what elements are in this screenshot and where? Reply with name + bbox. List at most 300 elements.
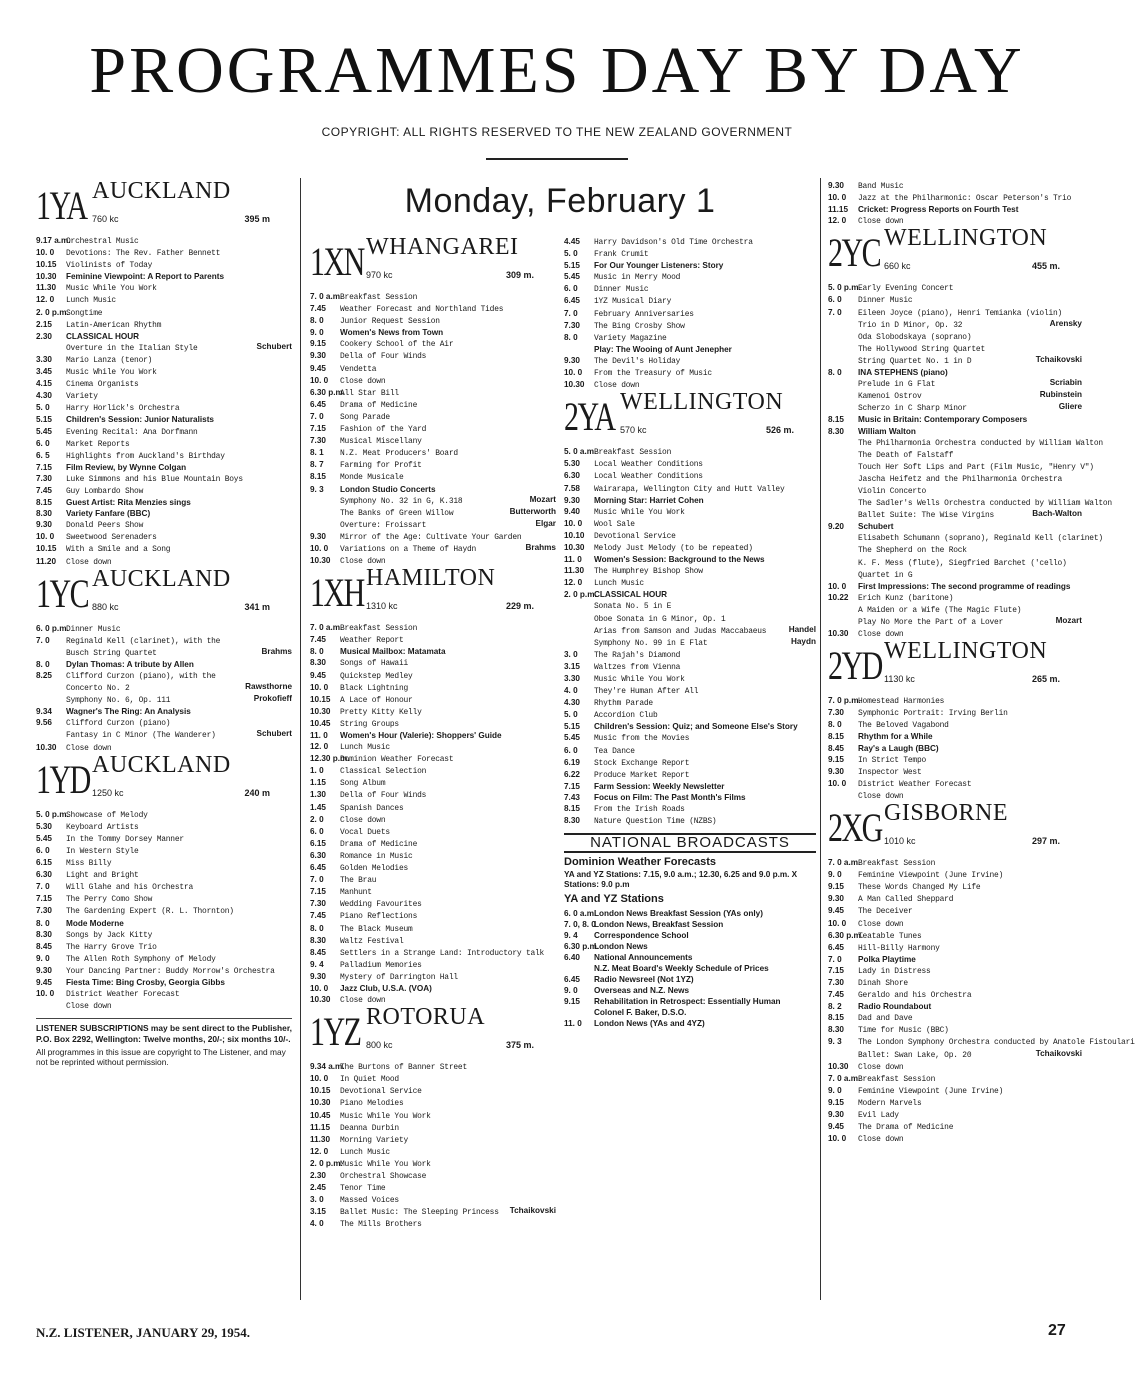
programme-time: 9.30 [564, 495, 580, 505]
programme-time: 10. 0 [36, 989, 55, 999]
column-divider [300, 178, 301, 1300]
programme-title: From the Treasury of Music [594, 369, 712, 379]
programme-title: Music While You Work [66, 284, 157, 294]
programme-title: Palladium Memories [340, 960, 422, 970]
programme-entry [310, 765, 556, 777]
programme-entry [310, 423, 556, 435]
programme-time: 7. 0 [36, 635, 50, 645]
programme-time: 9.15 [828, 1097, 844, 1107]
programme-title: Dinah Shore [858, 978, 908, 988]
programme-title: Music from the Movies [594, 734, 690, 744]
station-frequency: 970 kc [366, 270, 393, 280]
programme-entry [564, 985, 816, 996]
station-frequency: 570 kc [620, 425, 647, 436]
programme-title: Close down [66, 1002, 112, 1012]
programme-title: Women's Hour (Valerie): Shoppers' Guide [340, 731, 502, 740]
programme-title: Kamenoi Ostrov [858, 392, 922, 402]
programme-entry [564, 458, 816, 470]
programme-title: Deanna Durbin [340, 1123, 399, 1133]
programme-title: Quartet in G [858, 570, 913, 580]
programme-entry [828, 581, 1082, 592]
programme-entry [310, 435, 556, 447]
programme-composer: Gliere [1058, 402, 1082, 412]
programme-title: The Deceiver [858, 907, 913, 917]
programme-entry [828, 1097, 1082, 1109]
programme-entry [310, 471, 556, 483]
programme-title: Close down [340, 557, 386, 567]
programme-entry [828, 731, 1082, 742]
programme-title: Musical Miscellany [340, 437, 422, 447]
programme-title: Local Weather Conditions [594, 472, 703, 482]
station-wavelength: 375 m. [505, 1040, 534, 1051]
programme-time: 11.15 [828, 205, 849, 215]
programme-time: 9.30 [36, 520, 52, 530]
programme-time: 3.15 [310, 1207, 326, 1217]
programme-entry [828, 544, 1082, 556]
programme-time: 4.30 [36, 391, 52, 401]
programme-title: Lunch Music [340, 1147, 390, 1157]
programme-title: Evening Recital: Ana Dorfmann [66, 427, 198, 437]
programme-title: Latin-American Rhythm [66, 320, 162, 330]
programme-entry [36, 833, 292, 845]
programme-entry [36, 659, 292, 670]
programme-entry [828, 1012, 1082, 1024]
programme-time: 10. 0 [828, 1134, 847, 1144]
programme-title: Pretty Kitty Kelly [340, 707, 422, 717]
programme-entry [36, 271, 292, 282]
programme-title: London News, Breakfast Session [594, 919, 724, 929]
programme-entry [36, 462, 292, 473]
programme-time: 4. 0 [310, 1219, 324, 1229]
programme-title: Touch Her Soft Lips and Part (Film Music, "Henry V") [858, 462, 1094, 472]
programme-title: 1YZ Musical Diary [594, 297, 672, 307]
programme-title: Wool Sale [594, 519, 635, 529]
programme-entry [564, 930, 816, 941]
programme-time: 12. 0 [310, 742, 329, 752]
programme-entry [310, 753, 556, 765]
programme-time: 8.25 [36, 671, 52, 680]
programme-time: 10. 0 [36, 532, 55, 542]
programme-title: Violinists of Today [66, 261, 153, 271]
station-wavelength: 455 m. [1031, 261, 1060, 272]
programme-entry [564, 1018, 816, 1029]
programme-title: A Lace of Honour [340, 695, 413, 705]
programme-time: 9.40 [564, 506, 580, 516]
programme-entry [36, 845, 292, 857]
programme-title: Song Parade [340, 412, 390, 422]
programme-title: Manhunt [340, 888, 372, 898]
station-city: WHANGAREI [366, 234, 519, 260]
programme-entry [564, 649, 816, 661]
programme-entry [36, 635, 292, 647]
programme-composer: Schubert [256, 729, 292, 739]
programme-time: 10. 0 [828, 918, 847, 928]
programme-time: 5. 0 [36, 403, 50, 413]
programme-time: 9.30 [310, 351, 326, 361]
programme-entry [564, 542, 816, 554]
programme-title: Close down [340, 815, 386, 825]
programme-time: 3.45 [36, 367, 52, 377]
programme-entry [310, 802, 556, 814]
programme-title: Breakfast Session [858, 859, 936, 869]
programme-composer: Tchaikovski [1035, 354, 1082, 364]
programme-title: Close down [858, 1135, 904, 1145]
programme-title: Quickstep Medley [340, 671, 413, 681]
programme-title: Hill-Billy Harmony [858, 943, 940, 953]
programme-entry [828, 569, 1082, 581]
programme-time: 8. 0 [828, 720, 842, 730]
programme-entry [828, 192, 1082, 204]
programme-entry [310, 1061, 556, 1073]
programme-time: 9.17 a.m. [36, 236, 71, 245]
programme-title: Mirror of the Age: Cultivate Your Garden [340, 532, 522, 542]
programme-time: 10.30 [828, 1061, 849, 1071]
programme-time: 6.30 p.m. [564, 941, 600, 951]
programme-time: 7.58 [564, 483, 580, 493]
programme-time: 8.15 [828, 1013, 844, 1023]
programme-title: The Rajah's Diamond [594, 650, 681, 660]
programme-time: 7.15 [564, 781, 580, 791]
station-frequency: 1130 kc [884, 674, 915, 685]
programme-title: Black Lightning [340, 683, 409, 693]
programme-time: 9.30 [564, 355, 580, 365]
programme-time: 9.56 [36, 718, 52, 728]
programme-entry [828, 1085, 1082, 1097]
programme-entry [564, 506, 816, 518]
station-header [36, 178, 292, 232]
programme-composer: Rubinstein [1039, 390, 1082, 400]
programme-title: Ray's a Laugh (BBC) [858, 743, 939, 753]
programme-time: 9.30 [36, 965, 52, 975]
programme-title: Children's Session: Junior Naturalists [66, 415, 214, 425]
programme-time: 5. 0 [564, 710, 578, 720]
programme-title: Rhythm for a While [858, 732, 933, 742]
programme-entry [828, 918, 1082, 930]
programme-title: Fiesta Time: Bing Crosby, Georgia Gibbs [66, 977, 225, 987]
programme-title: Close down [858, 1062, 904, 1072]
programme-entry [564, 963, 816, 974]
programme-time: 2. 0 [310, 814, 324, 824]
programme-time: 10. 0 [310, 543, 329, 553]
programme-time: 9.20 [828, 522, 844, 532]
programme-entry [828, 1073, 1082, 1085]
programme-time: 6.30 p.m. [828, 930, 864, 940]
programme-entry [564, 1007, 816, 1018]
station-city: AUCKLAND [92, 751, 231, 778]
programme-entry [36, 893, 292, 905]
programme-title: The Harry Grove Trio [66, 942, 157, 952]
programme-entry [564, 495, 816, 506]
programme-entry [828, 532, 1103, 544]
programme-entry [310, 814, 556, 826]
programme-entry [828, 893, 1082, 905]
programme-entry [310, 411, 556, 423]
programme-time: 8.45 [310, 947, 326, 957]
programme-entry [564, 803, 816, 815]
programme-title: Dinner Music [594, 285, 649, 295]
programme-time: 7. 0, 8. 0 [564, 919, 596, 929]
programme-entry [310, 646, 556, 657]
programme-time: 8.30 [564, 816, 580, 826]
programme-time: 10.15 [36, 544, 57, 554]
programme-title: Orchestral Music [66, 237, 139, 246]
station-city: WELLINGTON [620, 389, 784, 416]
programme-entry [310, 531, 556, 543]
programme-entry [828, 1109, 1082, 1121]
programme-composer: Brahms [261, 646, 292, 656]
programme-title: Women's News from Town [340, 328, 444, 338]
programme-entry [36, 965, 292, 977]
programme-entry [36, 497, 292, 508]
programme-time: 8.45 [828, 743, 844, 753]
programme-time: 9. 3 [828, 1037, 842, 1047]
programme-title: William Walton [858, 426, 916, 436]
programme-title: Frank Crumit [594, 250, 649, 260]
programme-title: CLASSICAL HOUR [594, 590, 668, 600]
programme-title: They're Human After All [594, 687, 699, 697]
programme-title: Rehabilitation in Retrospect: Essentially Human [594, 997, 781, 1007]
programme-title: Ballet: Swan Lake, Op. 20 [858, 1050, 972, 1060]
programme-time: 6. 0 [564, 745, 578, 755]
programme-title: Lunch Music [340, 743, 390, 753]
programme-title: Sweetwood Serenaders [66, 533, 157, 543]
programme-entry [564, 781, 816, 792]
programme-time: 5.45 [36, 833, 52, 843]
programme-title: Cinema Organists [66, 380, 139, 390]
programme-entry [36, 485, 292, 497]
programme-title: Waltz Festival [340, 936, 404, 946]
programme-time: 11.20 [36, 556, 57, 566]
national-broadcasts-heading: NATIONAL BROADCASTS [564, 833, 816, 853]
programme-time: 9.45 [828, 1122, 844, 1132]
programme-time: 6. 0 [828, 295, 842, 305]
programme-title: Clifford Curzon (piano), with the [66, 672, 216, 681]
programme-title: Feminine Viewpoint (June Irvine) [858, 871, 1004, 881]
masthead-title: PROGRAMMES DAY BY DAY [89, 34, 1025, 107]
programme-entry [564, 600, 816, 612]
programme-time: 10. 0 [828, 193, 847, 203]
programme-title: Music While You Work [594, 675, 685, 684]
programme-title: The Hollywood String Quartet [858, 344, 985, 354]
programme-entry [36, 414, 292, 425]
programme-entry [36, 717, 292, 729]
programme-time: 10.30 [310, 1098, 331, 1108]
station-wavelength: 395 m [244, 214, 270, 224]
programme-entry [36, 331, 292, 342]
programme-title: Mario Lanza (tenor) [66, 355, 153, 365]
programme-entry [310, 387, 556, 399]
programme-entry [36, 508, 292, 519]
programme-entry [310, 507, 556, 519]
column-4 [828, 180, 1135, 1145]
programme-time: 8.30 [36, 509, 52, 519]
programme-entry [36, 941, 292, 953]
programme-time: 5.30 [36, 821, 52, 831]
programme-time: 11. 0 [564, 555, 582, 565]
programme-time: 5.15 [564, 261, 580, 271]
programme-entry [36, 953, 292, 965]
programme-entry [564, 941, 816, 952]
programme-title: Wagner's The Ring: An Analysis [66, 707, 191, 717]
programme-entry [564, 260, 816, 271]
programme-entry [36, 682, 292, 694]
programme-entry [828, 485, 1082, 497]
programme-title: The Brau [340, 876, 377, 886]
programme-entry [310, 327, 556, 338]
programme-time: 7.30 [564, 320, 580, 330]
programme-title: Variety Fanfare (BBC) [66, 509, 151, 519]
programme-time: 10. 0 [828, 581, 847, 591]
programme-title: Songs of Hawaii [340, 659, 409, 669]
programme-time: 5.45 [564, 272, 580, 282]
programme-entry [36, 473, 292, 485]
programme-entry [828, 869, 1082, 881]
programme-entry [828, 282, 1082, 294]
programme-time: 8.15 [310, 472, 326, 482]
programme-time: 7.43 [564, 792, 580, 802]
programme-title: Stock Exchange Report [594, 758, 690, 768]
programme-title: February Anniversaries [594, 309, 694, 319]
programme-time: 7. 0 a.m. [828, 858, 861, 868]
programme-time: 9.15 [564, 997, 580, 1007]
programme-title: Lunch Music [594, 579, 644, 589]
column-3 [564, 236, 816, 1030]
programme-entry [828, 331, 1082, 343]
programme-time: 8. 0 [36, 918, 50, 928]
programme-time: 6. 0 [310, 826, 324, 836]
programme-time: 9. 4 [310, 959, 324, 969]
station-call-sign: 1XH [310, 570, 364, 616]
programme-entry [310, 874, 556, 886]
programme-composer: Bach-Walton [1032, 509, 1082, 519]
programme-title: Teatable Tunes [858, 931, 922, 941]
programme-title: Nature Question Time (NZBS) [594, 817, 717, 827]
programme-title: Band Music [858, 182, 904, 191]
programme-entry [564, 295, 816, 307]
issue-footer: N.Z. LISTENER, JANUARY 29, 1954. [36, 1325, 250, 1340]
programme-entry [828, 1024, 1082, 1036]
programme-title: Music While You Work [66, 368, 157, 378]
programme-entry [564, 236, 816, 248]
programme-time: 7. 0 [564, 308, 578, 318]
programme-title: Drama of Medicine [340, 400, 418, 410]
programme-title: Breakfast Session [594, 448, 672, 458]
programme-title: Classical Selection [340, 767, 427, 777]
programme-entry [828, 319, 1082, 331]
programme-title: The Shepherd on the Rock [858, 546, 967, 556]
programme-time: 1.15 [310, 778, 326, 788]
programme-time: 2. 0 p.m. [310, 1158, 343, 1168]
programme-entry [564, 637, 816, 649]
programme-entry [828, 1049, 1082, 1061]
programme-title: Wedding Favourites [340, 900, 422, 910]
station-frequency: 1250 kc [92, 787, 124, 798]
station-wavelength: 240 m [244, 787, 270, 798]
programme-title: All Star Bill [340, 388, 399, 398]
programme-title: Musical Mailbox: Matamata [340, 647, 446, 657]
programme-entry [36, 259, 292, 271]
programme-title: Della of Four Winds [340, 352, 427, 362]
programme-entry [310, 1097, 556, 1109]
programme-time: 7.45 [310, 635, 326, 645]
programme-title: Light and Bright [66, 871, 139, 881]
programme-entry [828, 521, 1082, 532]
programme-time: 6. 0 p.m. [36, 623, 69, 633]
programme-title: Settlers in a Strange Land: Introductory talk [340, 948, 545, 958]
programme-entry [564, 577, 816, 589]
programme-title: Close down [594, 381, 640, 391]
programme-composer: Haydn [790, 636, 816, 646]
programme-title: Evil Lady [858, 1111, 899, 1120]
programme-title: INA STEPHENS (piano) [858, 368, 948, 378]
programme-title: Devotional Service [340, 1087, 422, 1097]
programme-entry [36, 438, 292, 450]
programme-time: 11.30 [310, 1134, 331, 1144]
programme-entry [310, 303, 556, 315]
programme-time: 5.45 [564, 733, 580, 743]
programme-time: 3. 0 [310, 1195, 324, 1205]
programme-title: In Quiet Mood [340, 1075, 399, 1085]
programme-title: Melody Just Melody (to be repeated) [594, 543, 753, 553]
programme-time: 10. 0 [310, 682, 329, 692]
programme-title: Devotional Service [594, 531, 676, 541]
programme-time: 7.15 [36, 462, 52, 472]
programme-title: Mode Moderne [66, 918, 124, 928]
programme-entry [828, 707, 1082, 719]
programme-title: Song Album [340, 779, 386, 789]
programme-time: 10. 0 [564, 368, 583, 378]
programme-entry [564, 697, 816, 709]
programme-title: Lady in Distress [858, 966, 931, 976]
programme-time: 9.45 [310, 363, 326, 373]
programme-title: Close down [858, 919, 904, 929]
programme-title: The Mills Brothers [340, 1220, 422, 1230]
programme-title: District Weather Forecast [66, 990, 180, 1000]
programme-entry [36, 247, 292, 259]
programme-entry [310, 741, 556, 753]
programme-title: Overture: Froissart [340, 520, 427, 530]
programme-entry [36, 342, 292, 354]
programme-entry [564, 355, 816, 367]
programme-time: 4.45 [564, 237, 580, 246]
programme-entry [310, 657, 556, 669]
station-header [310, 234, 556, 288]
programme-entry [310, 1194, 556, 1206]
programme-composer: Schubert [256, 341, 292, 351]
programme-time: 11.30 [36, 283, 57, 293]
programme-entry [564, 919, 816, 930]
programme-time: 11. 0 [310, 731, 328, 740]
programme-time: 3.30 [564, 674, 580, 683]
programme-entry [36, 694, 292, 706]
station-frequency: 1010 kc [884, 836, 916, 847]
programme-entry [828, 204, 1082, 215]
programme-entry [828, 402, 1082, 414]
programme-time: 10.10 [564, 530, 585, 540]
programme-entry [310, 706, 556, 718]
programme-title: Polka Playtime [858, 954, 916, 964]
programme-entry [310, 1073, 556, 1085]
programme-entry [310, 459, 556, 471]
programme-time: 2.45 [310, 1183, 326, 1193]
station-city: AUCKLAND [92, 565, 231, 592]
programme-entry [564, 757, 816, 769]
programme-entry [828, 754, 1082, 766]
programme-time: 8.30 [828, 1025, 844, 1035]
programme-time: 10.15 [36, 260, 57, 270]
programme-time: 5. 0 p.m. [828, 283, 861, 293]
programme-composer: Scriabin [1049, 378, 1082, 388]
